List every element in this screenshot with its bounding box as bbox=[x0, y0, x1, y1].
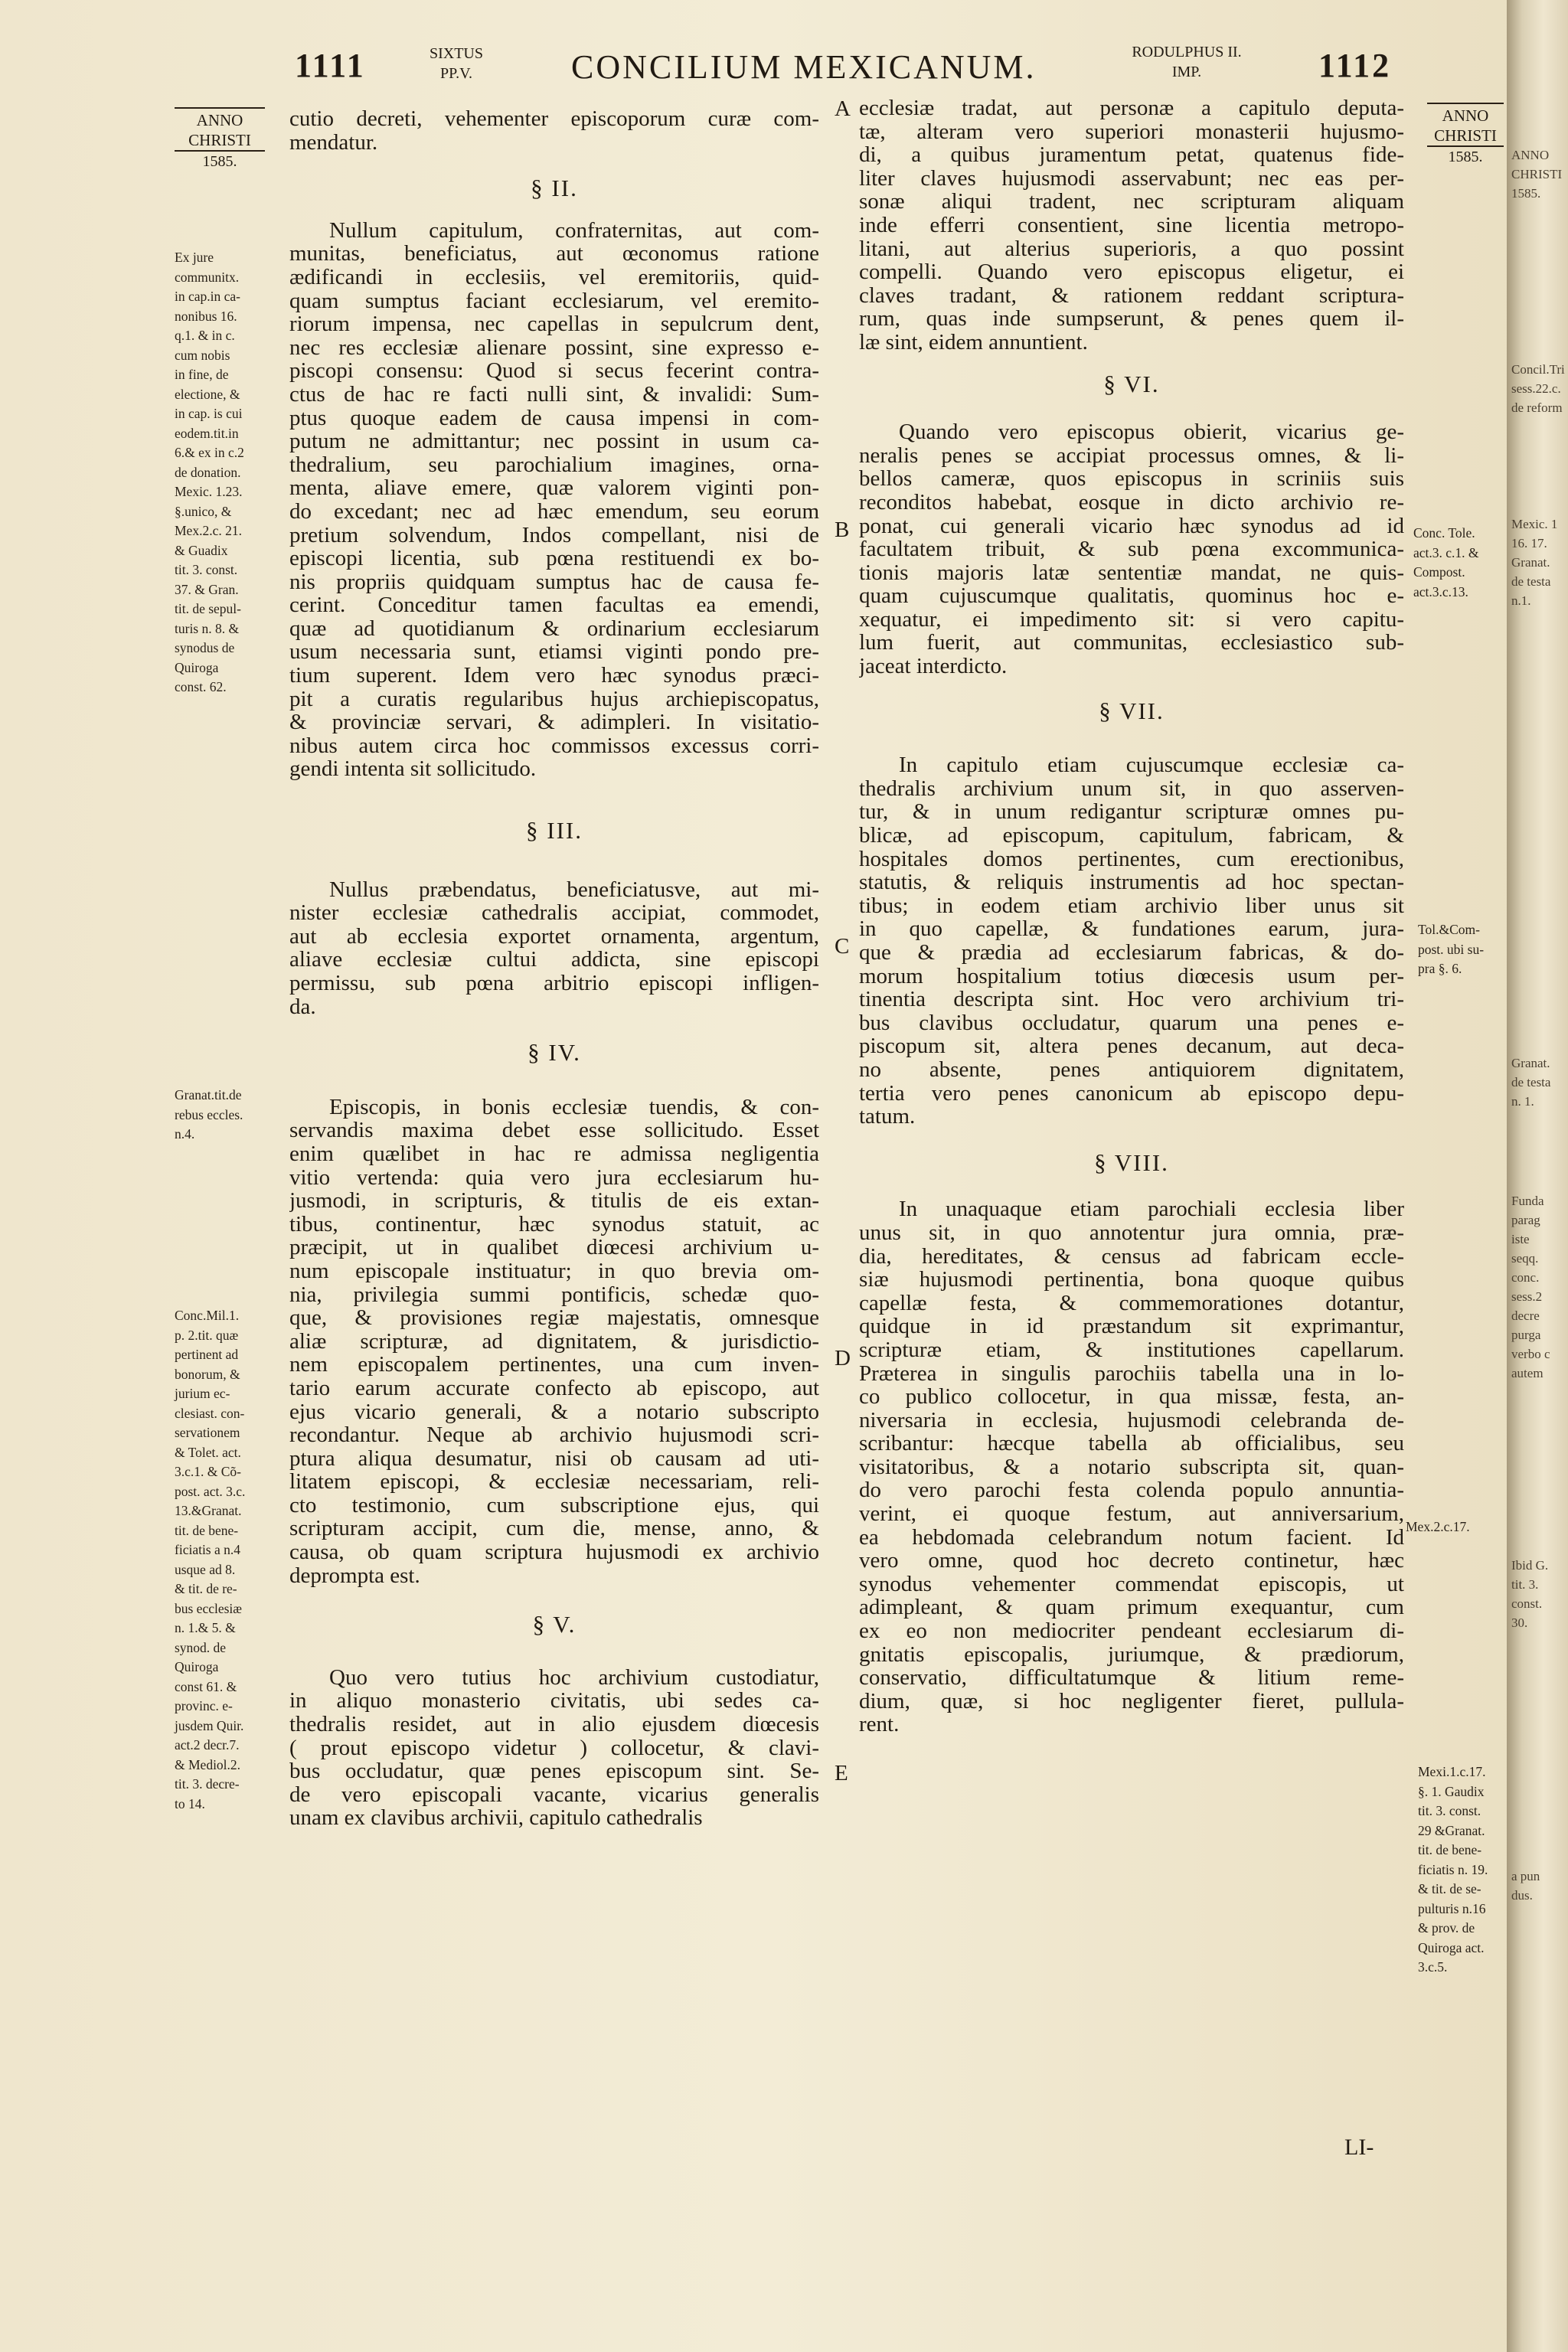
text-line: in quo capellæ, & fundationes earum, jura- bbox=[859, 917, 1404, 941]
text-line: tinentia descripta sint. Hoc vero archivium tri- bbox=[859, 988, 1404, 1011]
note-line: servationem bbox=[175, 1425, 240, 1440]
text-line: litatem episcopi, & ecclesiæ necessariam, reli- bbox=[289, 1470, 819, 1494]
note-line: synodus de bbox=[175, 640, 235, 655]
note-line: pra §. 6. bbox=[1418, 961, 1462, 976]
text-line: in aliquo monasterio civitatis, ubi sedes ca- bbox=[289, 1689, 819, 1713]
note-line: tit. 3. decre- bbox=[175, 1776, 240, 1792]
text-line: tionis majoris latæ sententiæ mandat, ne quis- bbox=[859, 560, 1404, 585]
text-line: tertia vero penes canonicum ab episcopo depu- bbox=[859, 1081, 1404, 1106]
spine-fragment bbox=[1511, 1054, 1565, 1111]
text-line: nister ecclesiæ cathedralis accipiat, commodet, bbox=[289, 901, 819, 925]
text-line: blicæ, ad episcopum, capitulum, fabricam, & bbox=[859, 824, 1404, 848]
text-line: nibus autem circa hoc commissos excessus corri- bbox=[289, 733, 819, 758]
text-line: læ sint, eidem annuntient. bbox=[859, 330, 1088, 354]
left-column bbox=[289, 107, 819, 1830]
catchword: LI- bbox=[1344, 2135, 1374, 2160]
note-line: act.3.c.13. bbox=[1413, 583, 1468, 599]
text-line: unus sit, in quo annotentur jura omnia, præ- bbox=[859, 1220, 1404, 1245]
text-line: piscopum sit, altera penes decanum, aut deca- bbox=[859, 1034, 1404, 1058]
text-line: facultatem tribuit, & sub pœna excommunica- bbox=[859, 537, 1404, 561]
text-line: cutio decreti, vehementer episcoporum curæ com- bbox=[289, 107, 819, 131]
note-line: in cap. is cui bbox=[175, 406, 243, 421]
text-line: dium, quæ, si hoc negligenter fieret, pullula- bbox=[859, 1689, 1404, 1713]
note-line: & Mediol.2. bbox=[175, 1756, 241, 1772]
text-line: niversaria in ecclesia, hujusmodi celebranda de- bbox=[859, 1408, 1404, 1432]
note-line: n. 1. bbox=[1511, 1094, 1534, 1109]
note-line: Quiroga bbox=[175, 1659, 219, 1674]
section-3-text bbox=[289, 878, 819, 1019]
note-line: de testa bbox=[1511, 1075, 1551, 1089]
note-line: Tol.&Com- bbox=[1418, 922, 1480, 937]
text-line: lum fuerit, aut communitas, ecclesiastico sub- bbox=[859, 631, 1404, 655]
text-line: hospitales domos pertinentes, cum erectionibus, bbox=[859, 847, 1404, 871]
pope-header bbox=[410, 46, 502, 81]
text-line: do excedant; nec ad hæc emendum, seu eorum bbox=[289, 499, 819, 524]
note-line: tit. de bene- bbox=[1418, 1842, 1482, 1857]
note-line: ANNO bbox=[1511, 148, 1550, 162]
text-line: ea hebdomada celebrandum notum facient. Id bbox=[859, 1525, 1404, 1550]
section-letter-a: A bbox=[835, 96, 851, 121]
note-line: Conc.Mil.1. bbox=[175, 1308, 240, 1323]
note-line: eodem.tit.in bbox=[175, 425, 239, 441]
note-line: de testa bbox=[1511, 574, 1551, 589]
text-line: num episcopale instituatur; in quo brevia om- bbox=[289, 1259, 819, 1283]
text-line: da. bbox=[289, 995, 316, 1019]
right-margin-note-3 bbox=[1406, 1517, 1470, 1537]
note-line: Concil.Tri bbox=[1511, 362, 1565, 377]
section-8-title: § VIII. bbox=[1094, 1148, 1169, 1176]
left-margin-note-1 bbox=[175, 248, 244, 697]
text-line: gendi intenta sit sollicitudo. bbox=[289, 757, 537, 782]
text-line: ptura aliqua desumatur, nisi ob causam ad uti- bbox=[289, 1446, 819, 1471]
note-line: post. act. 3.c. bbox=[175, 1483, 246, 1499]
note-line: rebus eccles. bbox=[175, 1106, 243, 1122]
text-line: permissu, sub pœna arbitrio episcopi infligen- bbox=[289, 972, 819, 995]
text-line: reconditos habebat, eosque in dicto archivio re- bbox=[859, 490, 1404, 514]
text-line: aliæ scripturæ, ad dignitatem, & jurisdictio- bbox=[289, 1329, 819, 1354]
text-line: rent. bbox=[859, 1713, 900, 1736]
text-line: bus clavibus occludatur, quarum una penes e- bbox=[859, 1011, 1404, 1035]
text-line: mendatur. bbox=[289, 130, 378, 155]
text-line: vitio vertenda: quia vero jura ecclesiarum hu- bbox=[289, 1165, 819, 1190]
section-letter-d: D bbox=[835, 1346, 851, 1370]
text-line: nia, privilegia summi pontificis, schedæ quo- bbox=[289, 1282, 819, 1307]
emperor-title: IMP. bbox=[1171, 64, 1202, 80]
note-line: autem bbox=[1511, 1366, 1544, 1380]
note-line: electione, & bbox=[175, 386, 240, 402]
text-line: compelli. Quando vero episcopus eligetur, ei bbox=[859, 260, 1404, 284]
note-line: communitx. bbox=[175, 269, 240, 285]
anno-left bbox=[170, 107, 270, 172]
note-line: Ibid G. bbox=[1511, 1558, 1549, 1573]
note-line: seqq. bbox=[1511, 1251, 1539, 1266]
text-line: scripturam accipit, cum die, mense, anno, & bbox=[289, 1517, 819, 1541]
spine-fragment bbox=[1511, 1191, 1565, 1383]
text-line: tur, & in unum redigantur scripturæ omnes pu- bbox=[859, 800, 1404, 825]
text-line: servandis maxima debet esse sollicitudo. Esset bbox=[289, 1119, 819, 1142]
text-line: jaceat interdicto. bbox=[859, 655, 1008, 678]
note-line: p. 2.tit. quæ bbox=[175, 1327, 239, 1343]
note-line: decre bbox=[1511, 1308, 1540, 1323]
anno-label: ANNO bbox=[1442, 106, 1489, 125]
text-line: episcopi licentia, sub pœna restituendi ex bo- bbox=[289, 547, 819, 570]
text-line: dia, hereditates, & census ad fabricam eccle- bbox=[859, 1244, 1404, 1269]
note-line: turis n. 8. & bbox=[175, 620, 240, 636]
note-line: const. bbox=[1511, 1596, 1543, 1611]
note-line: sess.22.c. bbox=[1511, 381, 1561, 396]
page-title: CONCILIUM MEXICANUM. bbox=[571, 48, 1037, 86]
text-line: cerint. Conceditur tamen facultas ea emendi, bbox=[289, 593, 819, 617]
note-line: Mexi.1.c.17. bbox=[1418, 1764, 1486, 1779]
note-line: const. 62. bbox=[175, 679, 227, 694]
anno-label: ANNO bbox=[196, 111, 243, 129]
text-line: ponat, cui generali vicario hæc synodus ad id bbox=[859, 514, 1404, 538]
text-line: liter claves hujusmodi asservabunt; nec eas per- bbox=[859, 166, 1404, 191]
section-5-text bbox=[289, 1666, 819, 1830]
note-line: tit. 3. const. bbox=[175, 562, 238, 577]
note-line: n.4. bbox=[175, 1126, 195, 1142]
text-line: In capitulo etiam cujuscumque ecclesiæ ca- bbox=[899, 753, 1404, 777]
text-line: aliave ecclesiæ cultui addicta, sine episcopi bbox=[289, 948, 819, 972]
text-line: ptus quoque eadem de causa impensi in com- bbox=[289, 406, 819, 430]
emperor-header bbox=[1110, 44, 1263, 80]
spine-fragment bbox=[1511, 360, 1565, 417]
text-line: tæ, alteram vero superiori monasterii hujusmo- bbox=[859, 119, 1404, 144]
note-line: Quiroga bbox=[175, 659, 219, 675]
note-line: tit. de sepul- bbox=[175, 601, 241, 616]
section-6-text bbox=[859, 420, 1404, 678]
note-line: Quiroga act. bbox=[1418, 1939, 1485, 1955]
christi-label: CHRISTI bbox=[175, 130, 265, 152]
text-line: deprompta est. bbox=[289, 1563, 420, 1588]
text-line: jusmodi, in scripturis, & titulis de eis extan- bbox=[289, 1189, 819, 1213]
text-line: quam cujuscumque qualitatis, quominus hoc e- bbox=[859, 584, 1404, 608]
text-line: neralis penes se accipiat processus omnes, & li- bbox=[859, 443, 1404, 468]
right-opening bbox=[859, 96, 1404, 354]
section-7-title: § VII. bbox=[1099, 697, 1165, 724]
note-line: post. ubi su- bbox=[1418, 941, 1485, 957]
text-line: tibus, continentur, hæc synodus statuit, ac bbox=[289, 1212, 819, 1236]
note-line: 3.c.1. & Cõ- bbox=[175, 1464, 242, 1479]
text-line: inde efferri consentient, sine licentia metropo- bbox=[859, 213, 1404, 237]
text-line: aut ab ecclesia exportet ornamenta, argentum, bbox=[289, 924, 819, 949]
note-line: Granat. bbox=[1511, 555, 1550, 570]
note-line: & prov. de bbox=[1418, 1920, 1475, 1936]
text-line: conservatio, difficultatumque & litium reme- bbox=[859, 1666, 1404, 1690]
section-7-text bbox=[859, 753, 1404, 1129]
text-line: no absente, penes antiquiorem dignitatem, bbox=[859, 1057, 1404, 1082]
note-line: Funda bbox=[1511, 1194, 1544, 1208]
note-line: Mexic. 1.23. bbox=[175, 484, 243, 499]
text-line: siæ hujusmodi pertinentia, bona quoque quibus bbox=[859, 1268, 1404, 1292]
note-line: parag bbox=[1511, 1213, 1540, 1227]
note-line: provinc. e- bbox=[175, 1698, 233, 1713]
text-line: scripturæ etiam, & institutiones capellarum. bbox=[859, 1338, 1404, 1362]
emperor-name: RODULPHUS II. bbox=[1132, 44, 1242, 60]
text-line: enim quælibet in hac re admissa negligentia bbox=[289, 1142, 819, 1166]
text-line: In unaquaque etiam parochiali ecclesia liber bbox=[899, 1197, 1404, 1221]
text-line: bellos cameræ, quos episcopus in scriniis suis bbox=[859, 467, 1404, 491]
christi-label: CHRISTI bbox=[1427, 126, 1504, 147]
section-5-title: § V. bbox=[532, 1611, 577, 1638]
spine-fragment bbox=[1511, 1867, 1565, 1905]
note-line: jurium ec- bbox=[175, 1386, 230, 1401]
note-line: 3.c.5. bbox=[1418, 1959, 1448, 1975]
note-line: 37. & Gran. bbox=[175, 581, 239, 597]
note-line: dus. bbox=[1511, 1888, 1533, 1903]
text-line: ctus de hac re facti nulli sint, & invalidi: Sum- bbox=[289, 382, 819, 407]
text-line: tatum. bbox=[859, 1105, 916, 1129]
note-line: Compost. bbox=[1413, 564, 1465, 580]
text-line: cto testimonio, cum subscriptione ejus, qui bbox=[289, 1493, 819, 1517]
section-3-title: § III. bbox=[526, 817, 583, 844]
text-line: menta, aliave emere, quæ valorem viginti pon- bbox=[289, 476, 819, 500]
text-line: litani, aut alterius superioris, a quo possint bbox=[859, 237, 1404, 261]
text-line: quam sumptus faciant ecclesiarum, vel eremito- bbox=[289, 289, 819, 313]
note-line: synod. de bbox=[175, 1639, 227, 1655]
text-line: scribantur: hæcque tabella ab officialibus, seu bbox=[859, 1432, 1404, 1455]
text-line: tium superent. Idem vero hæc synodus præci- bbox=[289, 664, 819, 688]
pope-title: PP.V. bbox=[440, 65, 472, 82]
facing-page-edge bbox=[1507, 0, 1568, 2352]
text-line: que, & provisiones regiæ majestatis, omnesque bbox=[289, 1306, 819, 1330]
text-line: claves tradant, & rationem reddant scriptura- bbox=[859, 283, 1404, 308]
note-line: ficiatis a n.4 bbox=[175, 1542, 241, 1557]
note-line: in fine, de bbox=[175, 367, 229, 382]
text-line: Præterea in singulis parochiis tabella una in lo- bbox=[859, 1361, 1404, 1386]
note-line: CHRISTI bbox=[1511, 167, 1563, 181]
text-line: Episcopis, in bonis ecclesiæ tuendis, & con- bbox=[329, 1095, 819, 1119]
note-line: 29 &Granat. bbox=[1418, 1822, 1485, 1838]
note-line: §.unico, & bbox=[175, 503, 232, 519]
note-line: in cap.in ca- bbox=[175, 289, 240, 304]
note-line: const 61. & bbox=[175, 1678, 237, 1694]
note-line: iste bbox=[1511, 1232, 1530, 1246]
text-line: pretium solvendum, Indos compellant, nisi de bbox=[289, 523, 819, 547]
text-line: usum necessaria sunt, etiamsi viginti pondo pre- bbox=[289, 640, 819, 665]
text-line: statutis, & reliquis instrumentis ad hoc spectan- bbox=[859, 871, 1404, 894]
note-line: clesiast. con- bbox=[175, 1405, 245, 1421]
text-line: tibus; in eodem etiam archivio liber unus sit bbox=[859, 893, 1404, 918]
note-line: Conc. Tole. bbox=[1413, 525, 1475, 541]
text-line: de vero episcopali vacante, vicarius generalis bbox=[289, 1782, 819, 1807]
note-line: pulturis n.16 bbox=[1418, 1900, 1486, 1916]
note-line: tit. 3. const. bbox=[1418, 1803, 1481, 1818]
text-line: causa, ob quam scriptura hujusmodi ex archivio bbox=[289, 1540, 819, 1564]
text-line: riorum impensa, nec capellas in sepulcrum dent, bbox=[289, 312, 819, 336]
text-line: ( prout episcopo videtur ) collocetur, & clavi- bbox=[289, 1736, 819, 1760]
anno-year: 1585. bbox=[202, 153, 237, 170]
text-line: vero omne, quod hoc decreto continetur, hæc bbox=[859, 1549, 1404, 1573]
section-letter-e: E bbox=[835, 1761, 848, 1785]
note-line: sess.2 bbox=[1511, 1289, 1543, 1304]
note-line: de reform bbox=[1511, 400, 1563, 415]
text-line: & provinciæ servari, & adimpleri. In visitatio- bbox=[289, 710, 819, 734]
text-line: thedralis archivium unum sit, in quo asserven- bbox=[859, 776, 1404, 801]
section-4-title: § IV. bbox=[528, 1039, 581, 1067]
section-6-title: § VI. bbox=[1103, 370, 1160, 397]
note-line: nonibus 16. bbox=[175, 308, 237, 324]
note-line: Granat.tit.de bbox=[175, 1087, 242, 1102]
text-line: adimpleant, & quam primum exequantur, cum bbox=[859, 1596, 1404, 1620]
text-line: quidque in id præstandum sit exprimantur, bbox=[859, 1315, 1404, 1338]
note-line: usque ad 8. bbox=[175, 1561, 236, 1577]
text-line: nis propriis quidquam sumptus hac de causa fe- bbox=[289, 570, 819, 594]
anno-right bbox=[1423, 103, 1508, 167]
note-line: Mex.2.c. 21. bbox=[175, 523, 242, 538]
text-line: putum ne admittantur; nec possint in usum ca- bbox=[289, 430, 819, 453]
text-line: unam ex clavibus archivii, capitulo cathedralis bbox=[289, 1806, 703, 1830]
text-line: morum hospitalium totius diœcesis usum per- bbox=[859, 964, 1404, 988]
text-line: quæ ad quotidianum & ordinarium ecclesiarum bbox=[289, 616, 819, 641]
note-line: & Tolet. act. bbox=[175, 1444, 241, 1460]
spine-fragment bbox=[1511, 514, 1565, 610]
note-line: 30. bbox=[1511, 1615, 1528, 1630]
note-line: 16. 17. bbox=[1511, 536, 1547, 550]
text-line: gnitatis episcopalis, juriumque, & prædiorum, bbox=[859, 1642, 1404, 1667]
left-page-number: 1111 bbox=[295, 47, 366, 84]
text-line: nec res ecclesiæ alienare possint, sine expresso e- bbox=[289, 335, 819, 360]
text-line: nem episcopalem pertinentes, una cum inven- bbox=[289, 1353, 819, 1377]
text-line: thedralis residet, aut in alio ejusdem diœcesis bbox=[289, 1713, 819, 1736]
pope-name: SIXTUS bbox=[429, 45, 483, 62]
note-line: Granat. bbox=[1511, 1056, 1550, 1070]
text-line: Quo vero tutius hoc archivium custodiatur, bbox=[329, 1665, 819, 1690]
text-line: piscopi consensu: Quod si secus fecerint contra- bbox=[289, 359, 819, 383]
right-margin-note-2 bbox=[1418, 920, 1484, 979]
note-line: n. 1.& 5. & bbox=[175, 1620, 236, 1635]
note-line: cum nobis bbox=[175, 347, 230, 363]
text-line: synodus vehementer commendat episcopis, ut bbox=[859, 1572, 1404, 1596]
text-line: verint, ei quoque festum, aut anniversarium, bbox=[859, 1502, 1404, 1526]
text-line: ecclesiæ tradat, aut personæ a capitulo deputa- bbox=[859, 96, 1404, 120]
text-line: Nullus præbendatus, beneficiatusve, aut mi- bbox=[329, 877, 819, 902]
text-line: sonæ aliqui tradent, nec scripturam aliquam bbox=[859, 190, 1404, 214]
spine-fragment bbox=[1511, 145, 1565, 203]
note-line: ficiatis n. 19. bbox=[1418, 1861, 1488, 1877]
text-line: munitas, beneficiatus, aut œconomus ratione bbox=[289, 242, 819, 266]
text-line: ejus vicario generali, & a notario subscripto bbox=[289, 1400, 819, 1424]
note-line: act.2 decr.7. bbox=[175, 1737, 240, 1753]
spine-fragment bbox=[1511, 1556, 1565, 1632]
note-line: tit. 3. bbox=[1511, 1577, 1539, 1592]
note-line: & tit. de re- bbox=[175, 1581, 237, 1596]
note-line: conc. bbox=[1511, 1270, 1540, 1285]
note-line: Mexic. 1 bbox=[1511, 517, 1558, 531]
note-line: act.3. c.1. & bbox=[1413, 544, 1479, 560]
text-line: do vero parochi festa colenda populo annuntia- bbox=[859, 1478, 1404, 1503]
text-line: ædificandi in ecclesiis, vel eremitoriis, quid- bbox=[289, 265, 819, 289]
text-line: capellæ festa, & commemorationes dotantur, bbox=[859, 1291, 1404, 1315]
left-margin-note-3 bbox=[175, 1306, 245, 1814]
note-line: tit. de bene- bbox=[175, 1522, 239, 1538]
note-line: verbo c bbox=[1511, 1347, 1550, 1361]
text-line: thedralium, seu parochialium imagines, orna- bbox=[289, 452, 819, 477]
text-line: que & prædia ad ecclesiarum fabricas, & do- bbox=[859, 941, 1404, 965]
text-line: præcipit, ut in qualibet diœcesi archivium u- bbox=[289, 1236, 819, 1259]
section-letter-c: C bbox=[835, 934, 850, 959]
anno-year: 1585. bbox=[1448, 149, 1483, 165]
note-line: de donation. bbox=[175, 464, 241, 480]
text-line: tario earum accurate confecto ab episcopo, aut bbox=[289, 1376, 819, 1400]
text-line: Quando vero episcopus obierit, vicarius ge- bbox=[899, 420, 1404, 444]
note-line: purga bbox=[1511, 1328, 1541, 1342]
text-line: pit a curatis regularibus hujus archiepiscopatus, bbox=[289, 687, 819, 711]
section-2-title: § II. bbox=[531, 175, 578, 202]
note-line: 6.& ex in c.2 bbox=[175, 445, 244, 460]
note-line: q.1. & in c. bbox=[175, 328, 235, 343]
text-line: ex eo non mediocriter pendeant ecclesiarum di- bbox=[859, 1619, 1404, 1643]
note-line: jusdem Quir. bbox=[175, 1717, 244, 1733]
note-line: Ex jure bbox=[175, 250, 214, 265]
note-line: 13.&Granat. bbox=[175, 1503, 242, 1518]
note-line: bus ecclesiæ bbox=[175, 1600, 242, 1616]
note-line: n.1. bbox=[1511, 593, 1531, 608]
text-line: co publico collocetur, in qua missæ, festa, an- bbox=[859, 1385, 1404, 1409]
note-line: & Guadix bbox=[175, 542, 228, 558]
text-line: xequatur, ei impedimento sit: si vero capitu- bbox=[859, 607, 1404, 632]
note-line: Mex.2.c.17. bbox=[1406, 1519, 1470, 1534]
note-line: 1585. bbox=[1511, 186, 1541, 201]
section-4-text bbox=[289, 1096, 819, 1587]
note-line: a pun bbox=[1511, 1869, 1540, 1883]
left-opening bbox=[289, 107, 819, 154]
section-letter-b: B bbox=[835, 518, 850, 542]
section-8-text bbox=[859, 1197, 1404, 1736]
right-column bbox=[859, 96, 1404, 1736]
note-line: bonorum, & bbox=[175, 1366, 240, 1382]
text-line: visitatoribus, & a notario subscripta sit, quan- bbox=[859, 1455, 1404, 1479]
left-margin-note-2 bbox=[175, 1086, 243, 1145]
section-2-text bbox=[289, 219, 819, 781]
note-line: §. 1. Gaudix bbox=[1418, 1783, 1485, 1799]
right-margin-note-1 bbox=[1413, 524, 1479, 602]
note-line: & tit. de se- bbox=[1418, 1881, 1481, 1896]
text-line: di, a quibus juramentum petat, quatenus fide- bbox=[859, 143, 1404, 167]
text-line: recondantur. Neque ab archivio hujusmodi scri- bbox=[289, 1423, 819, 1447]
right-margin-note-4 bbox=[1418, 1762, 1488, 1978]
note-line: to 14. bbox=[175, 1795, 205, 1811]
text-line: rum, quas inde sumpserunt, & penes quem il- bbox=[859, 307, 1404, 331]
text-line: Nullum capitulum, confraternitas, aut com- bbox=[329, 218, 819, 243]
right-page-number: 1112 bbox=[1318, 47, 1392, 84]
text-line: bus occludatur, quæ penes episcopum sint. Se- bbox=[289, 1759, 819, 1783]
note-line: pertinent ad bbox=[175, 1347, 239, 1362]
